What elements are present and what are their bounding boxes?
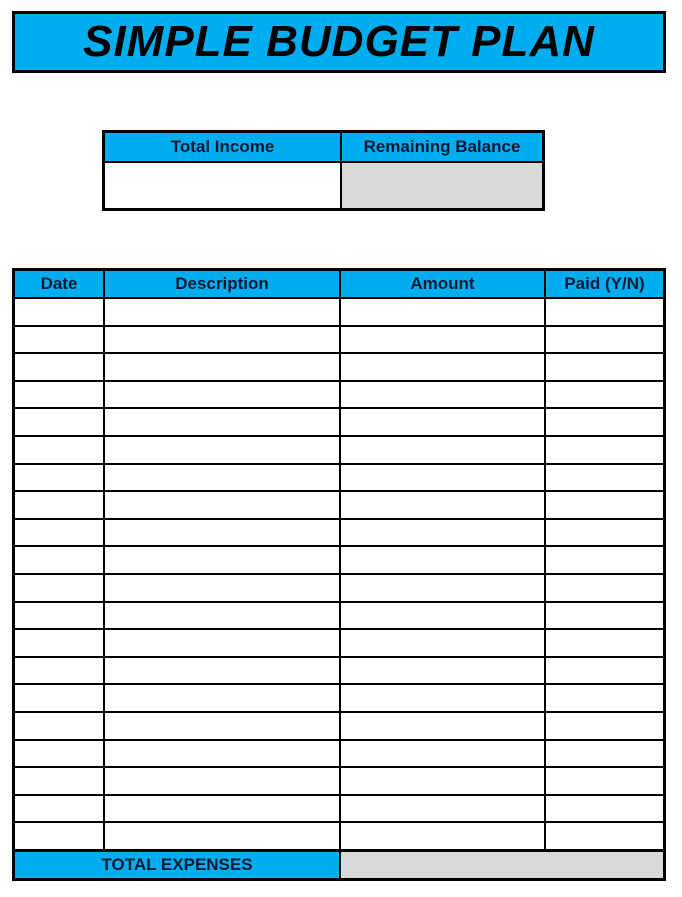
date-cell[interactable] [14,519,105,547]
page-title-banner [12,11,666,73]
paid-cell[interactable] [545,657,665,685]
date-cell[interactable] [14,381,105,409]
paid-cell[interactable] [545,491,665,519]
total-expenses-label: TOTAL EXPENSES [14,850,341,879]
description-cell[interactable] [104,491,340,519]
amount-cell[interactable] [340,574,545,602]
amount-cell[interactable] [340,436,545,464]
table-row [14,436,665,464]
table-row [14,602,665,630]
description-cell[interactable] [104,546,340,574]
column-header-paid: Paid (Y/N) [545,270,665,299]
date-cell[interactable] [14,767,105,795]
date-cell[interactable] [14,740,105,768]
amount-cell[interactable] [340,381,545,409]
paid-cell[interactable] [545,353,665,381]
table-row [14,381,665,409]
description-cell[interactable] [104,767,340,795]
table-row [14,712,665,740]
description-cell[interactable] [104,574,340,602]
income-summary-table [102,130,545,211]
table-row [14,684,665,712]
remaining-balance-header: Remaining Balance [341,132,544,163]
amount-cell[interactable] [340,546,545,574]
paid-cell[interactable] [545,740,665,768]
amount-cell[interactable] [340,326,545,354]
total-income-header: Total Income [104,132,342,163]
date-cell[interactable] [14,326,105,354]
date-cell[interactable] [14,629,105,657]
paid-cell[interactable] [545,629,665,657]
date-cell[interactable] [14,684,105,712]
description-cell[interactable] [104,436,340,464]
table-row [14,546,665,574]
date-cell[interactable] [14,436,105,464]
description-cell[interactable] [104,684,340,712]
date-cell[interactable] [14,795,105,823]
total-income-cell[interactable] [104,162,342,210]
date-cell[interactable] [14,546,105,574]
paid-cell[interactable] [545,574,665,602]
paid-cell[interactable] [545,464,665,492]
table-row [14,629,665,657]
table-row [14,795,665,823]
date-cell[interactable] [14,822,105,850]
date-cell[interactable] [14,298,105,326]
amount-cell[interactable] [340,740,545,768]
description-cell[interactable] [104,326,340,354]
amount-cell[interactable] [340,602,545,630]
paid-cell[interactable] [545,602,665,630]
amount-cell[interactable] [340,822,545,850]
expenses-table [12,268,666,881]
amount-cell[interactable] [340,464,545,492]
date-cell[interactable] [14,491,105,519]
description-cell[interactable] [104,602,340,630]
table-row [14,767,665,795]
date-cell[interactable] [14,408,105,436]
amount-cell[interactable] [340,712,545,740]
amount-cell[interactable] [340,408,545,436]
description-cell[interactable] [104,740,340,768]
paid-cell[interactable] [545,822,665,850]
table-row [14,740,665,768]
amount-cell[interactable] [340,491,545,519]
table-row [14,464,665,492]
column-header-date: Date [14,270,105,299]
date-cell[interactable] [14,657,105,685]
column-header-amount: Amount [340,270,545,299]
amount-cell[interactable] [340,629,545,657]
table-row [14,491,665,519]
amount-cell[interactable] [340,657,545,685]
table-row [14,822,665,850]
date-cell[interactable] [14,602,105,630]
table-row [14,353,665,381]
description-cell[interactable] [104,629,340,657]
paid-cell[interactable] [545,298,665,326]
paid-cell[interactable] [545,767,665,795]
description-cell[interactable] [104,519,340,547]
paid-cell[interactable] [545,326,665,354]
table-row [14,657,665,685]
table-row [14,326,665,354]
amount-cell[interactable] [340,353,545,381]
paid-cell[interactable] [545,408,665,436]
paid-cell[interactable] [545,546,665,574]
description-cell[interactable] [104,464,340,492]
description-cell[interactable] [104,795,340,823]
column-header-description: Description [104,270,340,299]
date-cell[interactable] [14,712,105,740]
date-cell[interactable] [14,574,105,602]
remaining-balance-cell [341,162,544,210]
date-cell[interactable] [14,353,105,381]
total-expenses-value [340,850,665,879]
table-row [14,408,665,436]
paid-cell[interactable] [545,795,665,823]
table-row [14,574,665,602]
paid-cell[interactable] [545,381,665,409]
table-row [14,519,665,547]
description-cell[interactable] [104,381,340,409]
date-cell[interactable] [14,464,105,492]
paid-cell[interactable] [545,519,665,547]
paid-cell[interactable] [545,436,665,464]
description-cell[interactable] [104,408,340,436]
description-cell[interactable] [104,298,340,326]
description-cell[interactable] [104,822,340,850]
paid-cell[interactable] [545,712,665,740]
amount-cell[interactable] [340,298,545,326]
description-cell[interactable] [104,712,340,740]
description-cell[interactable] [104,353,340,381]
page-title: SIMPLE BUDGET PLAN [83,17,595,66]
paid-cell[interactable] [545,684,665,712]
amount-cell[interactable] [340,795,545,823]
description-cell[interactable] [104,657,340,685]
amount-cell[interactable] [340,519,545,547]
amount-cell[interactable] [340,767,545,795]
table-row [14,298,665,326]
amount-cell[interactable] [340,684,545,712]
